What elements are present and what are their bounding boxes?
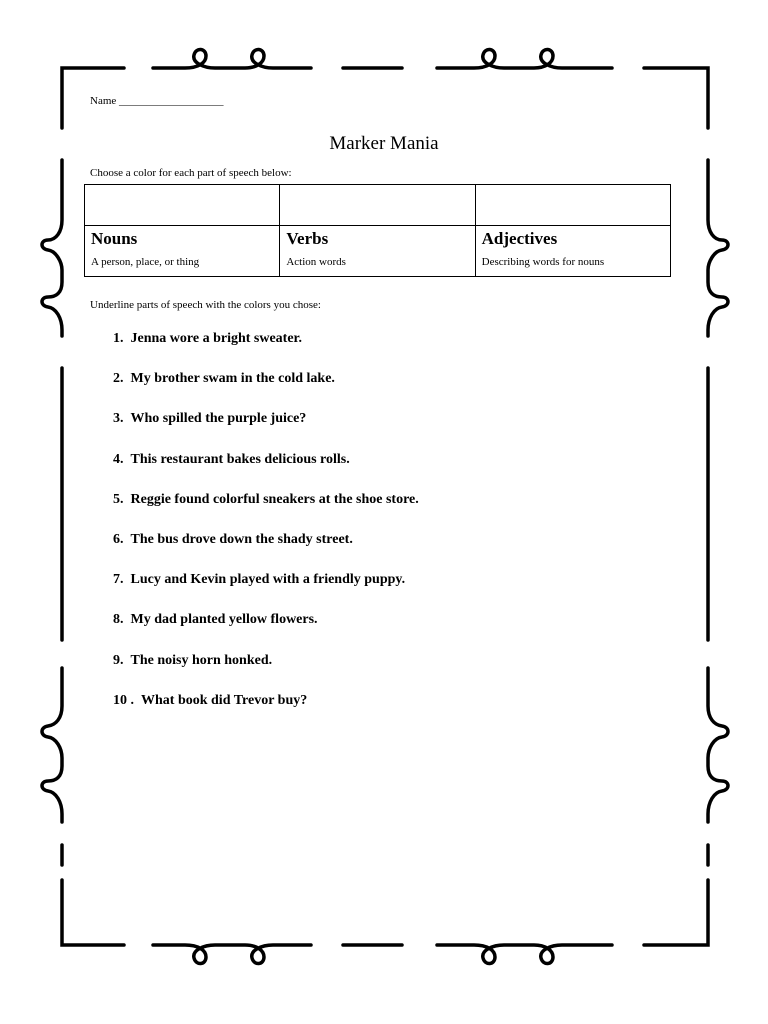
sentence-list <box>113 330 419 732</box>
sentence-number: 9. <box>113 652 124 668</box>
sentence-item <box>113 531 419 571</box>
sentence-item <box>113 611 419 651</box>
sentence-item <box>113 571 419 611</box>
sentence-item <box>113 652 419 692</box>
adjectives-cell <box>475 226 670 277</box>
sentence-number: 5. <box>113 491 124 507</box>
sentence-text: Who spilled the purple juice? <box>130 411 307 427</box>
nouns-color-cell <box>85 185 280 226</box>
color-choice-row <box>85 185 671 226</box>
sentence-number: 6. <box>113 531 124 547</box>
sentence-text: The bus drove down the shady street. <box>130 531 353 547</box>
nouns-heading: Nouns <box>91 229 138 248</box>
adjectives-description: Describing words for nouns <box>481 256 605 268</box>
sentence-item <box>113 370 419 410</box>
adjectives-color-cell <box>475 185 670 226</box>
verbs-color-cell <box>280 185 475 226</box>
sentence-item <box>113 410 419 450</box>
sentence-number: 2. <box>113 371 124 387</box>
sentence-text: Reggie found colorful sneakers at the shoe store. <box>130 491 419 507</box>
sentence-item <box>113 692 419 732</box>
sentence-number: 8. <box>113 612 124 628</box>
sentence-text: The noisy horn honked. <box>130 652 273 668</box>
sentence-item <box>113 491 419 531</box>
sentence-item <box>113 451 419 491</box>
parts-of-speech-table <box>84 184 671 277</box>
nouns-description: A person, place, or thing <box>91 256 200 268</box>
sentence-text: What book did Trevor buy? <box>141 692 308 708</box>
sentence-number: 7. <box>113 572 124 588</box>
sentence-text: Lucy and Kevin played with a friendly puppy. <box>130 572 406 588</box>
underline-instruction: Underline parts of speech with the colors you chose: <box>90 299 321 311</box>
name-field-label: Name ___________________ <box>90 95 224 107</box>
sentence-item <box>113 330 419 370</box>
verbs-description: Action words <box>286 256 346 268</box>
sentence-number: 3. <box>113 411 124 427</box>
part-of-speech-label-row <box>85 226 671 277</box>
sentence-text: This restaurant bakes delicious rolls. <box>130 451 350 467</box>
sentence-text: Jenna wore a bright sweater. <box>130 331 302 346</box>
sentence-number: 10 . <box>113 692 134 708</box>
sentence-number: 4. <box>113 451 124 467</box>
page-title: Marker Mania <box>329 133 439 154</box>
color-choice-instruction: Choose a color for each part of speech below: <box>90 167 292 179</box>
sentence-text: My dad planted yellow flowers. <box>130 612 318 628</box>
sentence-text: My brother swam in the cold lake. <box>130 371 335 387</box>
adjectives-heading: Adjectives <box>481 229 558 248</box>
sentence-number: 1. <box>113 331 124 346</box>
nouns-cell <box>85 226 280 277</box>
verbs-heading: Verbs <box>286 229 329 248</box>
verbs-cell <box>280 226 475 277</box>
